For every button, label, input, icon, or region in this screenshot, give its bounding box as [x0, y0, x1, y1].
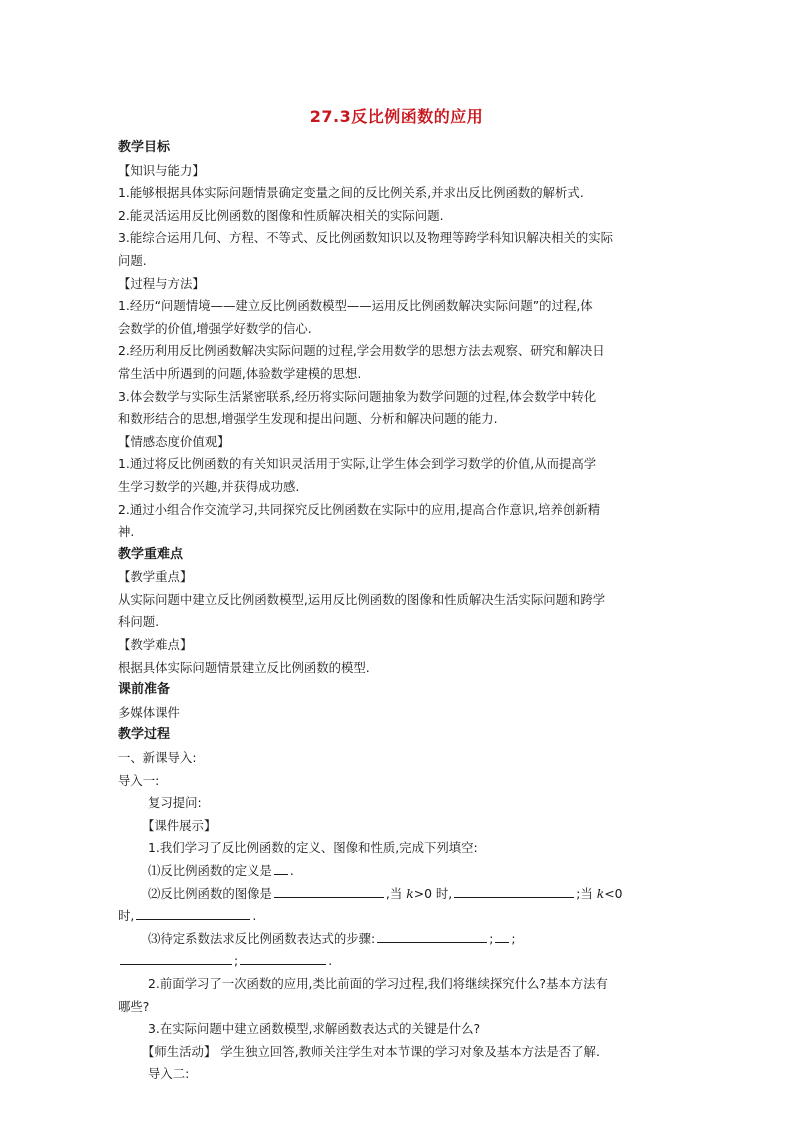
- document-title: 27.3反比例函数的应用: [309, 107, 484, 126]
- q1-2-when2: ;当: [576, 885, 597, 901]
- question-1-part-3: [118, 928, 678, 951]
- q1-1-period: .: [289, 863, 294, 878]
- q1-3-semi: ;: [489, 930, 494, 946]
- process-item-2-line1: 2.经历利用反比例函数解决实际问题的过程,学会用数学的思想方法去观察、研究和解决日: [118, 343, 605, 359]
- section-heading-key-points: 教学重难点: [118, 546, 184, 562]
- attitude-item-1-line2: 生学习数学的兴趣,并获得成功感.: [118, 478, 300, 494]
- q1-3-period: .: [328, 953, 333, 969]
- attitude-item-2-line2: 神.: [118, 524, 135, 540]
- process-item-1-line2: 会数学的价值,增强学好数学的信心.: [118, 320, 312, 336]
- q1-3-semi3: ;: [234, 953, 239, 969]
- fill-blank: [274, 884, 384, 898]
- question-1-part-1: [118, 860, 678, 883]
- question-1: 1.我们学习了反比例函数的定义、图像和性质,完成下列填空:: [148, 840, 478, 856]
- process-item-2-line2: 常生活中所遇到的问题,体验数学建模的思想.: [118, 365, 362, 381]
- subheading-knowledge: 【知识与能力】: [118, 162, 205, 178]
- question-1-part-2: [118, 883, 678, 906]
- knowledge-item-2: 2.能灵活运用反比例函数的图像和性质解决相关的实际问题.: [118, 207, 444, 223]
- intro-1-label: 导入一:: [118, 772, 160, 788]
- process-item-3-line1: 3.体会数学与实际生活紧密联系,经历将实际问题抽象为数学问题的过程,体会数学中转化: [118, 388, 597, 404]
- section-heading-goals: 教学目标: [118, 140, 171, 155]
- attitude-item-1-line1: 1.通过将反比例函数的有关知识灵活用于实际,让学生体会到学习数学的价值,从而提高学: [118, 456, 597, 472]
- review-label: 复习提问:: [148, 795, 202, 811]
- question-2-line2: 哪些?: [118, 998, 150, 1014]
- q1-2-text: ⑵反比例函数的图像是: [148, 885, 272, 901]
- section-heading-preparation: 课前准备: [118, 682, 171, 698]
- fill-blank: [120, 951, 232, 965]
- subheading-key-point: 【教学重点】: [118, 569, 193, 585]
- section-heading-procedure: 教学过程: [118, 727, 171, 743]
- q1-3-semi2: ;: [511, 930, 516, 946]
- process-item-3-line2: 和数形结合的思想,增强学生发现和提出问题、分析和解决问题的能力.: [118, 411, 498, 427]
- courseware-label: 【课件展示】: [142, 817, 217, 833]
- q1-2-period: .: [252, 908, 257, 924]
- difficulty-text: 根据具体实际问题情景建立反比例函数的模型.: [118, 659, 370, 675]
- fill-blank: [136, 906, 250, 920]
- variable-k: k: [596, 885, 605, 901]
- teacher-student-activity: [118, 1041, 678, 1064]
- variable-k: k: [406, 885, 414, 901]
- new-lesson-heading: 一、新课导入:: [118, 750, 197, 766]
- q1-3-text: ⑶待定系数法求反比例函数表达式的步骤:: [148, 930, 376, 946]
- q1-2-kneg: <0: [604, 885, 623, 901]
- activity-label: 【师生活动】: [142, 1043, 217, 1059]
- knowledge-item-1: 1.能够根据具体实际问题情景确定变量之间的反比例关系,并求出反比例函数的解析式.: [118, 185, 584, 201]
- subheading-difficulty: 【教学难点】: [118, 637, 193, 653]
- q1-1-text: ⑴反比例函数的定义是: [148, 863, 272, 878]
- knowledge-item-3-line1: 3.能综合运用几何、方程、不等式、反比例函数知识以及物理等跨学科知识解决相关的实际: [118, 230, 614, 246]
- process-item-1-line1: 1.经历“问题情境——建立反比例函数模型——运用反比例函数解决实际问题”的过程,体: [118, 298, 593, 314]
- preparation-text: 多媒体课件: [118, 704, 180, 720]
- question-1-part-2-cont: [118, 905, 678, 928]
- attitude-item-2-line1: 2.通过小组合作交流学习,共同探究反比例函数在实际中的应用,提高合作意识,培养创新精: [118, 501, 601, 517]
- key-point-line1: 从实际问题中建立反比例函数模型,运用反比例函数的图像和性质解决生活实际问题和跨学: [118, 591, 606, 607]
- subheading-process: 【过程与方法】: [118, 275, 205, 291]
- q1-2-then: 时,: [118, 908, 135, 924]
- question-3: 3.在实际问题中建立函数模型,求解函数表达式的关键是什么?: [148, 1021, 481, 1037]
- question-2-line1: 2.前面学习了一次函数的应用,类比前面的学习过程,我们将继续探究什么?基本方法有: [148, 975, 608, 991]
- activity-text: 学生独立回答,教师关注学生对本节课的学习对象及基本方法是否了解.: [216, 1043, 600, 1059]
- q1-2-kpos: >0 时,: [413, 885, 453, 901]
- fill-blank: [377, 929, 487, 943]
- fill-blank: [274, 861, 288, 875]
- fill-blank: [495, 929, 509, 943]
- knowledge-item-3-line2: 问题.: [118, 252, 147, 268]
- key-point-line2: 科问题.: [118, 614, 160, 630]
- intro-2-label: 导入二:: [148, 1066, 190, 1082]
- fill-blank: [240, 951, 326, 965]
- subheading-attitude: 【情感态度价值观】: [118, 433, 230, 449]
- q1-2-when: ,当: [385, 885, 407, 901]
- question-1-part-3-cont: [118, 950, 678, 973]
- document-body: [118, 137, 678, 1086]
- fill-blank: [454, 884, 574, 898]
